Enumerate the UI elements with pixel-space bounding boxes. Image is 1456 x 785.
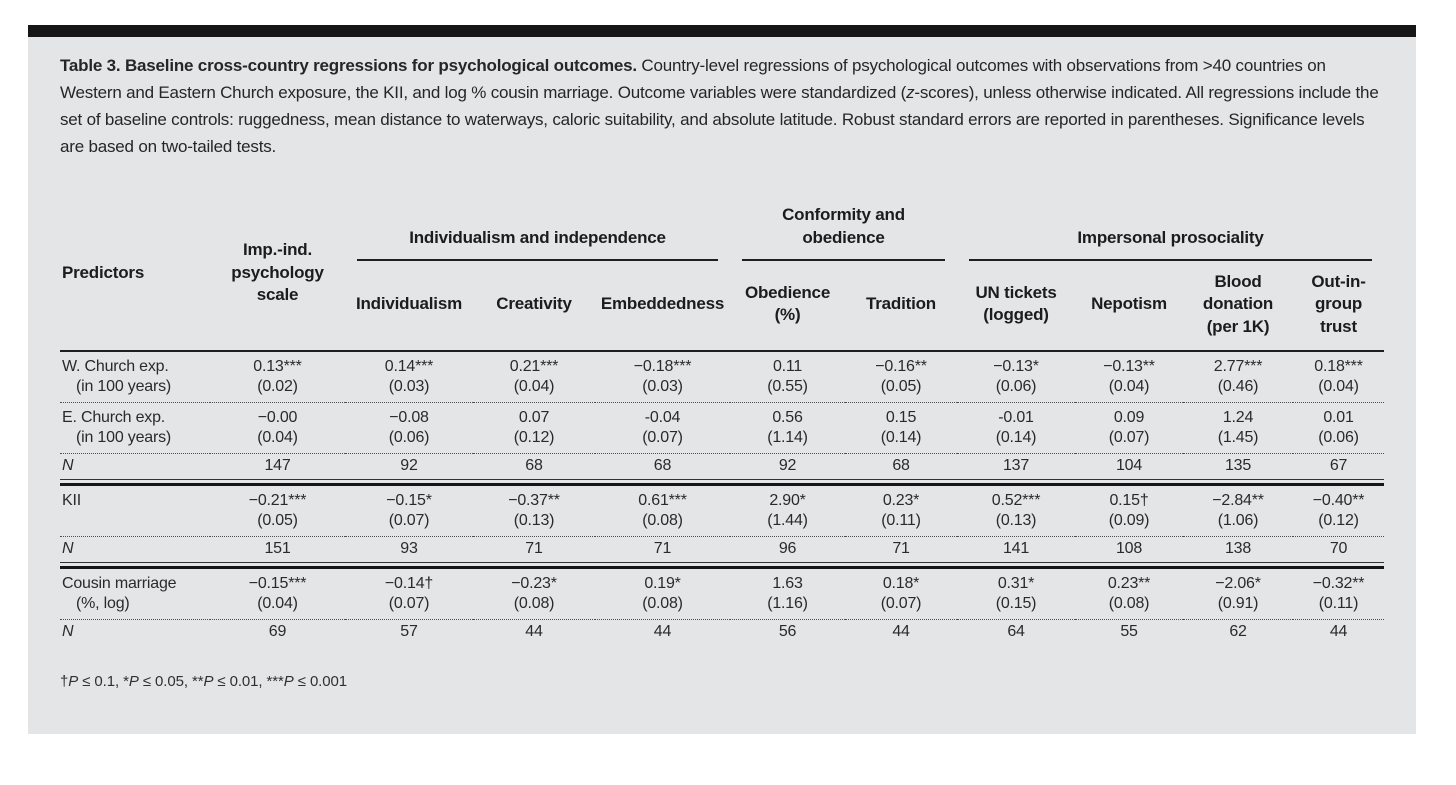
value-cell: 108 (1115, 539, 1143, 557)
value-cell: −0.15* (386, 491, 432, 509)
row-label: N (62, 456, 74, 474)
value-cell: (1.16) (730, 594, 845, 620)
row-label: N (62, 622, 74, 640)
value-cell: (0.11) (845, 511, 957, 537)
row-label: (in 100 years) (60, 428, 210, 454)
table-panel (28, 37, 1416, 734)
table-row (60, 428, 1384, 454)
value-cell: 147 (264, 456, 291, 474)
panel-content (28, 37, 1416, 690)
column-header-tradition: Tradition (845, 261, 957, 350)
value-cell: −0.18*** (633, 357, 692, 375)
value-cell: (0.15) (957, 594, 1075, 620)
value-cell: 0.01 (1323, 408, 1354, 426)
row-label: N (62, 539, 74, 557)
text-segment: Country-level regressions of psychological outcomes with observations from >40 countries on Western and Eastern Church exposure, the KII, and log % cousin marriage. Outcome variables were standardized ( (60, 56, 1326, 102)
value-cell: 71 (892, 539, 910, 557)
value-cell: 44 (653, 622, 672, 640)
value-cell: (0.04) (1293, 377, 1384, 403)
group-header-individualism (345, 196, 730, 261)
table-row (60, 402, 1384, 428)
value-cell: (0.06) (957, 377, 1075, 403)
value-cell: 0.14*** (384, 357, 434, 375)
value-cell: 0.52*** (991, 491, 1041, 509)
group-header-text: Impersonal prosociality (1077, 228, 1264, 248)
value-cell: −0.13** (1103, 357, 1155, 375)
value-cell: 0.23* (882, 491, 920, 509)
value-cell: 44 (1329, 622, 1348, 640)
row-label: KII (62, 491, 81, 509)
value-cell: (0.55) (730, 377, 845, 403)
column-header-obedience: Obedience (%) (730, 261, 845, 350)
scale-column-header-text: Imp.-ind. psychology scale (231, 239, 324, 305)
value-cell: 0.21*** (509, 357, 559, 375)
row-label: W. Church exp. (62, 357, 169, 375)
row-label: Cousin marriage (62, 574, 177, 592)
column-header-creativity: Creativity (473, 261, 595, 350)
value-cell: (1.06) (1183, 511, 1293, 537)
value-cell: (0.14) (845, 428, 957, 454)
value-cell: (0.04) (473, 377, 595, 403)
value-cell: (1.45) (1183, 428, 1293, 454)
value-cell: 0.13*** (253, 357, 302, 375)
value-cell: 96 (778, 539, 797, 557)
text-segment: ≤ 0.05, ** (138, 672, 204, 690)
value-cell: 57 (400, 622, 418, 640)
value-cell: 62 (1229, 622, 1247, 640)
value-cell: −0.15*** (248, 574, 307, 592)
value-cell: (0.07) (1075, 428, 1183, 454)
table-row (60, 536, 1384, 562)
value-cell: -0.01 (998, 408, 1034, 426)
value-cell: 0.09 (1113, 408, 1145, 426)
column-header-blood-donation: Blood donation (per 1K) (1183, 261, 1293, 350)
value-cell: 0.11 (772, 357, 803, 375)
value-cell: 55 (1120, 622, 1138, 640)
column-header-out-in-group-trust: Out-in-group trust (1293, 261, 1384, 350)
table-row (60, 594, 1384, 620)
value-cell: 141 (1002, 539, 1030, 557)
text-segment: ≤ 0.001 (293, 672, 347, 690)
value-cell: (0.08) (473, 594, 595, 620)
value-cell: −0.32** (1312, 574, 1365, 592)
value-cell: −0.14† (384, 574, 434, 592)
row-label: E. Church exp. (62, 408, 166, 426)
group-header-row (60, 196, 1384, 261)
value-cell: (0.13) (473, 511, 595, 537)
table-row (60, 484, 1384, 511)
value-cell: −2.84** (1212, 491, 1264, 509)
value-cell: (0.05) (210, 511, 345, 537)
value-cell: −0.00 (257, 408, 298, 426)
value-cell: 135 (1224, 456, 1252, 474)
value-cell: 92 (400, 456, 418, 474)
value-cell: (0.05) (845, 377, 957, 403)
value-cell: (0.02) (210, 377, 345, 403)
table-body (60, 351, 1384, 645)
value-cell: −0.08 (389, 408, 429, 426)
text-segment: P (283, 672, 294, 690)
value-cell: (0.03) (345, 377, 473, 403)
value-cell: 69 (268, 622, 287, 640)
value-cell: 151 (264, 539, 291, 557)
value-cell: 44 (525, 622, 543, 640)
value-cell: −0.13* (993, 357, 1039, 375)
value-cell: (0.09) (1075, 511, 1183, 537)
value-cell: 0.23** (1107, 574, 1151, 592)
text-segment: P (68, 672, 79, 690)
row-label (60, 511, 210, 537)
value-cell: (0.04) (1075, 377, 1183, 403)
group-header-prosociality (957, 196, 1384, 261)
value-cell: (0.07) (595, 428, 730, 454)
regression-table (60, 196, 1384, 644)
value-cell: −0.37** (508, 491, 560, 509)
value-cell: (0.91) (1183, 594, 1293, 620)
value-cell: (0.12) (473, 428, 595, 454)
value-cell: 64 (1007, 622, 1025, 640)
value-cell: 138 (1224, 539, 1252, 557)
value-cell: 104 (1115, 456, 1143, 474)
text-segment: Table 3. Baseline cross-country regressions for psychological outcomes. (60, 56, 637, 75)
column-header-un-tickets: UN tickets (logged) (957, 261, 1075, 350)
value-cell: 2.77*** (1213, 357, 1263, 375)
value-cell: (0.06) (1293, 428, 1384, 454)
table-row (60, 377, 1384, 403)
value-cell: 68 (892, 456, 910, 474)
column-header-individualism: Individualism (345, 261, 473, 350)
row-label: (in 100 years) (60, 377, 210, 403)
value-cell: −0.16** (875, 357, 927, 375)
table-caption (60, 53, 1384, 160)
table-row (60, 453, 1384, 479)
value-cell: 70 (1329, 539, 1348, 557)
value-cell: 93 (400, 539, 418, 557)
group-header-text: Individualism and independence (409, 228, 666, 248)
text-segment: ≤ 0.1, * (78, 672, 129, 690)
value-cell: (1.14) (730, 428, 845, 454)
group-header-text: Conformity and obedience (782, 205, 905, 248)
value-cell: 0.15 (885, 408, 917, 426)
value-cell: 1.63 (772, 574, 803, 592)
table-row (60, 351, 1384, 377)
value-cell: 92 (778, 456, 797, 474)
value-cell: 71 (653, 539, 672, 557)
scale-column-header (210, 196, 345, 350)
value-cell: −2.06* (1215, 574, 1261, 592)
value-cell: (0.13) (957, 511, 1075, 537)
text-segment: P (203, 672, 214, 690)
value-cell: (0.08) (595, 511, 730, 537)
value-cell: 0.31* (997, 574, 1035, 592)
value-cell: (0.08) (595, 594, 730, 620)
value-cell: (0.06) (345, 428, 473, 454)
value-cell: 0.15† (1109, 491, 1149, 509)
value-cell: −0.21*** (248, 491, 307, 509)
value-cell: (0.04) (210, 594, 345, 620)
value-cell: −0.23* (511, 574, 557, 592)
table-row (60, 567, 1384, 594)
significance-footnote (60, 673, 1384, 690)
value-cell: 68 (525, 456, 543, 474)
value-cell: (0.11) (1293, 594, 1384, 620)
value-cell: 0.18*** (1314, 357, 1363, 375)
value-cell: −0.40** (1312, 491, 1365, 509)
value-cell: 2.90* (769, 491, 806, 509)
text-segment: z (906, 82, 915, 102)
value-cell: (1.44) (730, 511, 845, 537)
predictors-header: Predictors (60, 196, 210, 350)
value-cell: 0.07 (518, 408, 550, 426)
value-cell: (0.04) (210, 428, 345, 454)
table-row (60, 511, 1384, 537)
value-cell: 0.56 (772, 408, 803, 426)
value-cell: (0.46) (1183, 377, 1293, 403)
value-cell: (0.07) (845, 594, 957, 620)
value-cell: 71 (525, 539, 543, 557)
group-header-conformity (730, 196, 957, 261)
value-cell: 0.19* (644, 574, 681, 592)
text-segment: ≤ 0.01, *** (213, 672, 284, 690)
value-cell: 56 (778, 622, 797, 640)
value-cell: 68 (653, 456, 672, 474)
value-cell: (0.12) (1293, 511, 1384, 537)
top-rule-bar (28, 25, 1416, 37)
value-cell: (0.08) (1075, 594, 1183, 620)
column-header-embeddedness: Embeddedness (595, 261, 730, 350)
value-cell: (0.07) (345, 511, 473, 537)
value-cell: (0.07) (345, 594, 473, 620)
row-label: (%, log) (60, 594, 210, 620)
value-cell: 137 (1002, 456, 1030, 474)
value-cell: (0.14) (957, 428, 1075, 454)
value-cell: 1.24 (1222, 408, 1254, 426)
value-cell: 0.18* (882, 574, 920, 592)
table-row (60, 619, 1384, 645)
value-cell: 44 (892, 622, 910, 640)
text-segment: P (128, 672, 139, 690)
text-segment: -scores), unless otherwise indicated. All regressions include the set of baseline controls: ruggedness, mean distance to waterways, caloric suitability, and absolute latitude. Robust standard errors are reported in parentheses. Significance levels are based on two-tailed tests. (60, 82, 1379, 156)
value-cell: (0.03) (595, 377, 730, 403)
value-cell: 0.61*** (638, 491, 687, 509)
text-segment: † (60, 672, 69, 690)
column-header-nepotism: Nepotism (1075, 261, 1183, 350)
value-cell: -0.04 (644, 408, 681, 426)
value-cell: 67 (1329, 456, 1348, 474)
